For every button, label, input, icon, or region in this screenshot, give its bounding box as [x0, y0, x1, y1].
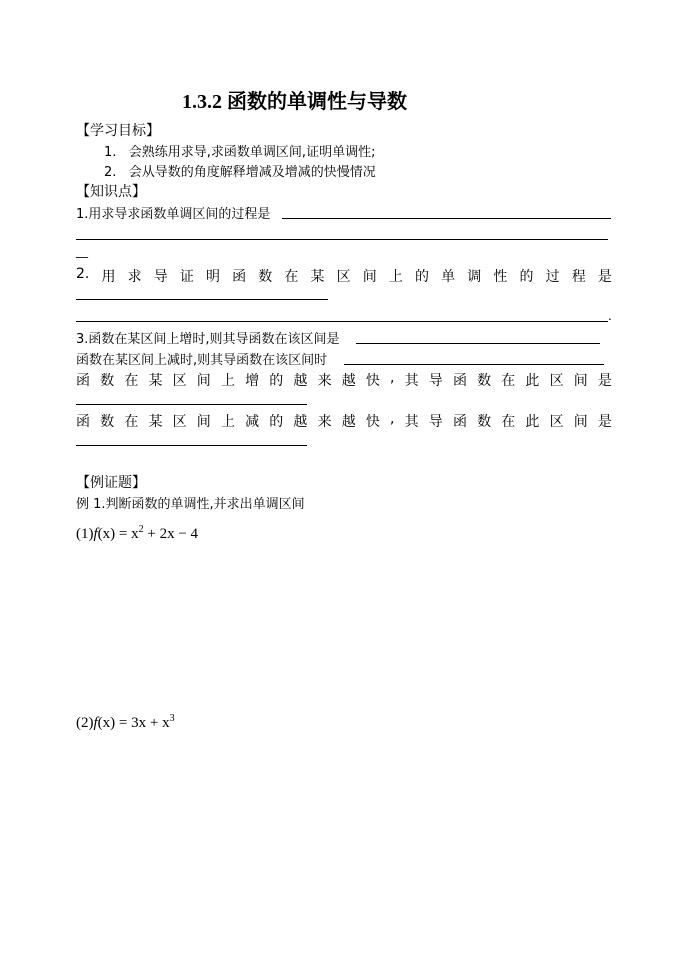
section-examples-heading: 【例证题】: [76, 475, 146, 491]
example-1-part-1: $(1)f(x) = x^2 + 2x - 4$: [76, 524, 199, 542]
goal-item: 2. 会从导数的角度解释增减及增减的快慢情况: [104, 165, 376, 180]
answer-line: [76, 321, 608, 322]
page-title: 1.3.2 函数的单调性与导数: [182, 91, 407, 113]
answer-line: [282, 218, 611, 219]
knowledge-item-1: 1.用求导求函数单调区间的过程是: [76, 207, 271, 222]
section-goals-heading: 【学习目标】: [76, 123, 160, 139]
answer-line: [76, 404, 307, 405]
knowledge-item-3d: 函 数 在 某 区 间 上 减 的 越 来 越 快 , 其 导 函 数 在 此 区 间 是: [76, 411, 612, 430]
section-knowledge-heading: 【知识点】: [76, 184, 146, 200]
answer-line: [76, 299, 328, 300]
answer-line: [76, 239, 608, 240]
knowledge-item-3b: 函数在某区间上减时,则其导函数在该区间时: [76, 353, 328, 368]
goal-item: 1. 会熟练用求导,求函数单调区间,证明单调性;: [104, 145, 376, 160]
example-1-heading: 例 1.判断函数的单调性,并求出单调区间: [76, 497, 305, 512]
line-end-period: .: [608, 309, 612, 323]
answer-line-tail: __: [76, 244, 88, 258]
answer-line: [356, 343, 600, 344]
example-1-part-2: $(2)f(x) = 3x + x^3$: [76, 713, 175, 731]
answer-line: [344, 364, 604, 365]
knowledge-item-2: 2. 用 求 导 证 明 函 数 在 某 区 间 上 的 单 调 性 的 过 程 是: [76, 266, 612, 285]
knowledge-item-3a: 3.函数在某区间上增时,则其导函数在该区间是: [76, 332, 340, 347]
knowledge-item-3c: 函 数 在 某 区 间 上 增 的 越 来 越 快 , 其 导 函 数 在 此 区 间 是: [76, 370, 612, 389]
answer-line: [76, 445, 307, 446]
